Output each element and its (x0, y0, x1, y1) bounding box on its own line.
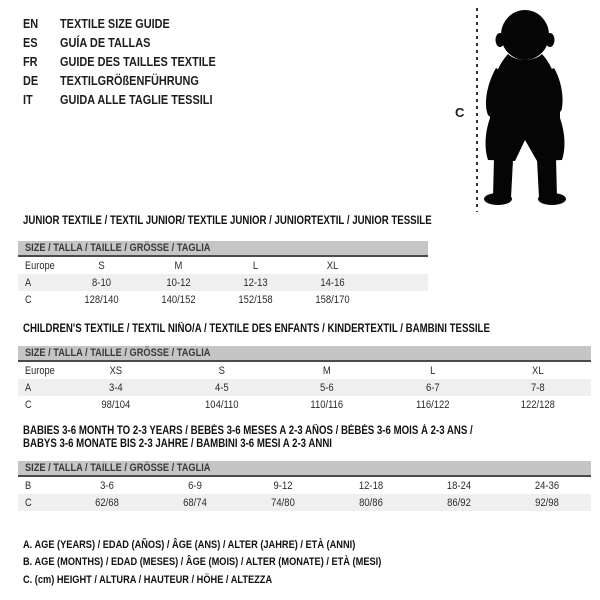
spacer-cell (371, 274, 428, 291)
size-cell: M (323, 364, 331, 377)
table-row-height (18, 291, 428, 308)
size-cell: XL (532, 364, 544, 377)
silhouette-foot-right (538, 193, 566, 205)
height-cell: 110/116 (310, 398, 344, 411)
size-header-text: SIZE / TALLA / TAILLE / GRÖSSE / TAGLIA (25, 242, 211, 254)
footnote-text: A. AGE (YEARS) / EDAD (AÑOS) / ÂGE (ANS) / ALTER (JAHRE) / ETÀ (ANNI) (23, 538, 356, 551)
table-row-europe (18, 257, 428, 274)
silhouette-ear-left (496, 33, 505, 47)
height-cell: 122/128 (521, 398, 556, 411)
age-cell: 5-6 (320, 381, 334, 394)
height-cell: 116/122 (415, 398, 450, 411)
table-row-age (18, 274, 428, 291)
language-title: GUIDE DES TAILLES TEXTILE (60, 54, 216, 69)
silhouette-leg-left (493, 158, 513, 198)
language-code: FR (23, 54, 38, 69)
section-babies-textile (18, 425, 591, 511)
height-cell: 152/158 (238, 293, 273, 306)
language-title: GUIDA ALLE TAGLIE TESSILI (60, 92, 213, 107)
age-cell: 6-9 (188, 479, 202, 492)
section-title (23, 425, 591, 451)
size-cell: XS (109, 364, 123, 377)
age-cell: 7-8 (531, 381, 546, 394)
table-row-age (18, 379, 591, 396)
toddler-silhouette (484, 8, 568, 208)
height-cell: 128/140 (84, 293, 119, 306)
height-cell: 74/80 (271, 496, 295, 509)
age-cell: 9-12 (273, 479, 293, 492)
age-cell: 12-13 (243, 276, 268, 289)
row-label: C (25, 293, 32, 306)
age-cell: 10-12 (166, 276, 191, 289)
size-cell: S (98, 259, 105, 272)
footnote-b (23, 554, 450, 572)
row-label: Europe (25, 364, 55, 377)
age-cell: 8-10 (92, 276, 111, 289)
language-code: DE (23, 73, 39, 88)
age-cell: 12-18 (358, 479, 384, 492)
height-cell: 80/86 (359, 496, 383, 509)
silhouette-ear-right (546, 33, 555, 47)
table-row-europe (18, 362, 591, 379)
age-cell: 4-5 (214, 381, 229, 394)
language-code: ES (23, 35, 38, 50)
section-junior-textile (18, 215, 432, 308)
silhouette-foot-left (484, 193, 512, 205)
row-label: Europe (25, 259, 55, 272)
section-title-line: JUNIOR TEXTILE / TEXTIL JUNIOR/ TEXTILE JUNIOR / JUNIORTEXTIL / JUNIOR TESSILE (23, 215, 432, 227)
size-header-bar (18, 461, 591, 477)
language-row-es (23, 33, 245, 52)
size-table-babies (18, 477, 591, 511)
section-title (23, 323, 591, 336)
size-cell: M (174, 259, 183, 272)
height-cell: 68/74 (183, 496, 207, 509)
language-row-en (23, 14, 245, 33)
size-header-bar (18, 241, 428, 257)
height-cell: 98/104 (101, 398, 131, 411)
row-label: A (25, 276, 32, 289)
footnote-c (23, 571, 450, 589)
silhouette-leg-right (537, 158, 557, 198)
row-label: A (25, 381, 32, 394)
size-header-text: SIZE / TALLA / TAILLE / GRÖSSE / TAGLIA (25, 462, 211, 474)
spacer-cell (371, 257, 428, 274)
language-row-it (23, 90, 245, 109)
height-cell: 140/152 (161, 293, 196, 306)
size-cell: XL (326, 259, 339, 272)
age-cell: 6-7 (425, 381, 440, 394)
height-cell: 86/92 (447, 496, 471, 509)
footnote-text: C. (cm) HEIGHT / ALTURA / HAUTEUR / HÖHE / ALTEZZA (23, 573, 273, 586)
size-cell: S (218, 364, 225, 377)
section-title-line: BABIES 3-6 MONTH TO 2-3 YEARS / BEBÉS 3-6 MESES A 2-3 AÑOS / BÉBÉS 3-6 MOIS À 2-3 ANS / (23, 425, 473, 437)
table-row-height (18, 396, 591, 413)
size-table-junior (18, 257, 428, 308)
size-cell: L (252, 259, 259, 272)
height-cell: 104/110 (204, 398, 239, 411)
section-children-textile (18, 323, 591, 413)
height-cell: 92/98 (535, 496, 559, 509)
row-label: B (25, 479, 32, 492)
language-title: TEXTILE SIZE GUIDE (60, 16, 170, 31)
table-row-height (18, 494, 591, 511)
language-title: GUÍA DE TALLAS (60, 35, 151, 50)
age-cell: 24-36 (534, 479, 560, 492)
size-header-bar (18, 346, 591, 362)
language-code: IT (23, 92, 33, 107)
table-row-age-months (18, 477, 591, 494)
language-row-fr (23, 52, 245, 71)
age-cell: 3-4 (108, 381, 123, 394)
size-table-children (18, 362, 591, 413)
row-label: C (25, 496, 32, 509)
language-list (23, 14, 245, 109)
height-measure-dotted-line (476, 8, 478, 212)
height-cell: 158/170 (315, 293, 350, 306)
language-row-de (23, 71, 245, 90)
section-title (23, 215, 432, 228)
language-code: EN (23, 16, 39, 31)
language-title: TEXTILGRÖßENFÜHRUNG (60, 73, 199, 88)
row-label: C (25, 398, 32, 411)
age-cell: 18-24 (446, 479, 472, 492)
spacer-cell (371, 291, 428, 308)
footnote-a (23, 536, 450, 554)
section-title-line: BABYS 3-6 MONATE BIS 2-3 JAHRE / BAMBINI 3-6 MESI A 2-3 ANNI (23, 438, 332, 450)
height-cell: 62/68 (95, 496, 119, 509)
footnote-text: B. AGE (MONTHS) / EDAD (MESES) / ÂGE (MOIS) / ALTER (MONATE) / ETÀ (MESI) (23, 556, 382, 569)
size-cell: L (429, 364, 436, 377)
section-title-line: CHILDREN'S TEXTILE / TEXTIL NIÑO/A / TEXTILE DES ENFANTS / KINDERTEXTIL / BAMBINI TESSILE (23, 323, 490, 335)
footnotes (23, 536, 450, 589)
age-cell: 3-6 (100, 479, 114, 492)
size-header-text: SIZE / TALLA / TAILLE / GRÖSSE / TAGLIA (25, 347, 211, 359)
silhouette-head (501, 10, 549, 60)
age-cell: 14-16 (320, 276, 345, 289)
height-measure-label: C (455, 105, 465, 120)
silhouette-shorts (486, 118, 565, 161)
